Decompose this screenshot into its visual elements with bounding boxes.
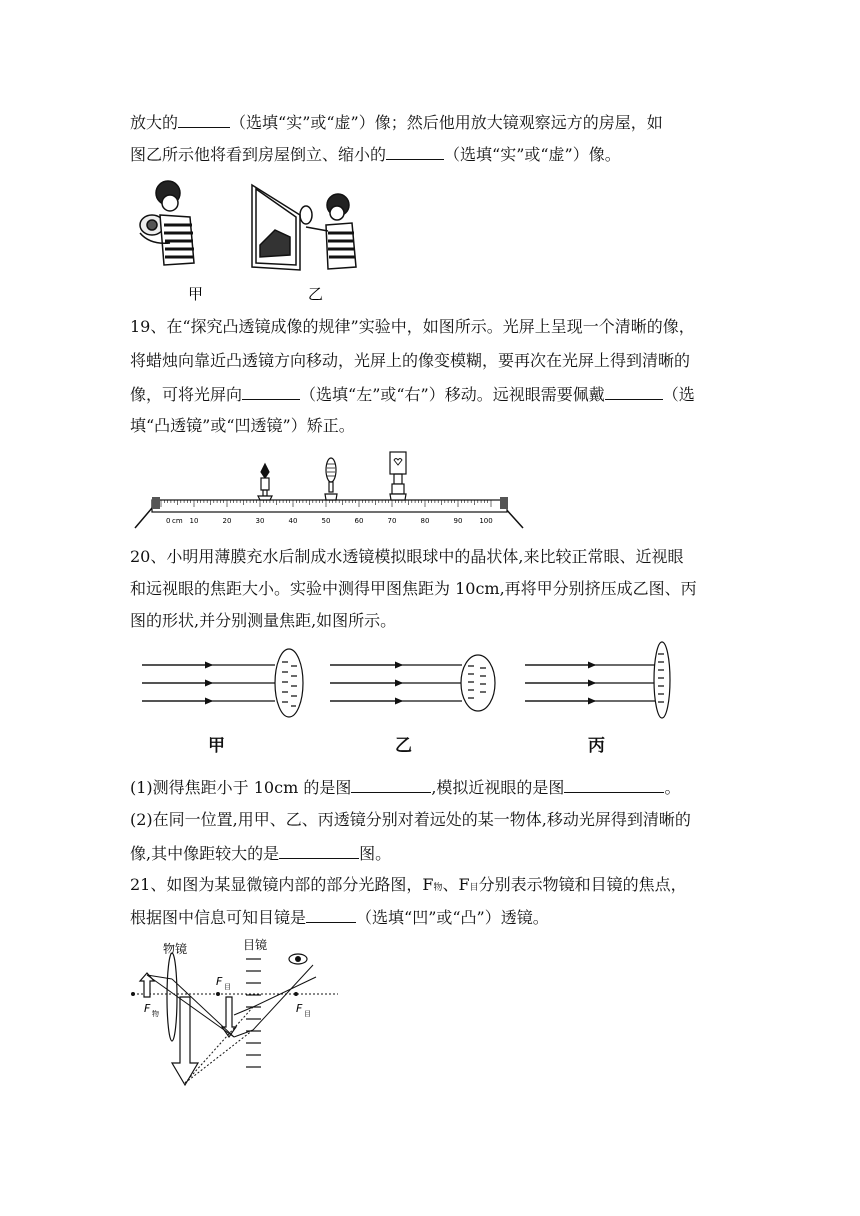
tick-label: 60 [354,517,364,525]
q18-text: 放大的 [130,113,179,132]
convex-lens-icon [325,458,337,500]
q20-line1: 20、小明用薄膜充水后制成水透镜模拟眼球中的晶状体,来比较正常眼、近视眼 [130,547,684,566]
boy-at-window-illustration [252,185,356,270]
caption-yi: 乙 [395,736,412,756]
q21-text: （选填“凹”或“凸”）透镜。 [356,908,549,927]
q20-sub1 [130,776,680,799]
q21-line1 [130,874,687,899]
f-subscript: 目 [304,1010,311,1018]
boy-with-magnifier-illustration [140,181,194,265]
tick-label: 10 [189,517,199,525]
objective-lens [167,953,177,1041]
f-label: F [144,1002,151,1015]
f-label: F [216,975,223,988]
q18-line1 [130,111,663,134]
q21-text: 分别表示物镜和目镜的焦点， [478,875,687,894]
tick-label: 40 [288,517,298,525]
focus-point-eyepiece-right [294,992,298,996]
q20-line2: 和远视眼的焦距大小。实验中测得甲图焦距为 10cm,再将甲分别挤压成乙图、丙 [130,579,697,598]
focus-point-eyepiece-left [216,992,220,996]
q19-line3 [130,383,695,406]
lens-jia [142,649,303,717]
bench-end-left [152,497,160,509]
q18-text: （选填“实”或“虚”）像；然后他用放大镜观察远方的房屋，如 [230,113,663,132]
eyepiece-lens [246,959,261,1067]
f-label: F [296,1002,303,1015]
q21-line2 [130,906,549,929]
q19-line1: 19、在“探究凸透镜成像的规律”实验中，如图所示。光屏上呈现一个清晰的像， [130,317,695,336]
f-subscript: 物 [152,1010,159,1018]
tick-label: 50 [321,517,331,525]
q21-text: 21、如图为某显微镜内部的部分光路图，F [130,875,434,894]
answer-blank[interactable] [386,143,444,160]
eye-icon [289,954,307,964]
answer-blank[interactable] [564,776,664,793]
bench-end-right [500,497,508,509]
q21-text: 、F [442,875,470,894]
answer-blank[interactable] [306,906,356,923]
q18-text: （选填“实”或“虚”）像。 [444,145,621,164]
q18-figure [130,175,370,305]
ruler-unit-label: cm [172,517,183,525]
q19-line2: 将蜡烛向靠近凸透镜方向移动，光屏上的像变模糊，要再次在光屏上得到清晰的 [130,351,691,370]
microscope-light-path-figure [128,935,343,1090]
q20-text: 。 [664,778,681,797]
q18-text: 图乙所示他将看到房屋倒立、缩小的 [130,145,387,164]
q20-text: ,模拟近视眼的是图 [431,778,565,797]
focus-point-objective [131,992,135,996]
answer-blank[interactable] [178,111,230,128]
lens-yi [330,655,495,711]
tick-label: 80 [420,517,430,525]
q19-line4: 填“凸透镜”或“凹透镜”）矫正。 [130,416,355,435]
final-image-arrow [172,997,198,1085]
optical-bench-figure [130,450,530,532]
objective-label: 物镜 [163,942,188,956]
q19-text: （选 [662,385,695,404]
water-lens-figure [140,640,680,730]
q20-sub2-line2 [130,842,391,865]
tick-label: 100 [479,517,493,525]
subscript: 目 [469,883,479,893]
object-arrow [140,973,154,997]
tick-label: 20 [222,517,232,525]
f-subscript: 目 [224,983,231,991]
answer-blank[interactable] [242,383,300,400]
intermediate-image-arrow [222,997,236,1037]
answer-blank[interactable] [351,776,431,793]
q20-text: 像,其中像距较大的是 [130,844,280,863]
caption-bing: 丙 [588,736,605,756]
q20-sub2-line1: (2)在同一位置,用甲、乙、丙透镜分别对着远处的某一物体,移动光屏得到清晰的 [130,810,691,829]
q18-line2 [130,143,621,166]
q21-text: 根据图中信息可知目镜是 [130,908,307,927]
fig-yi-label: 乙 [308,285,324,303]
lens-bing [525,642,670,718]
fig-jia-label: 甲 [188,285,204,303]
answer-blank[interactable] [279,842,359,859]
eyepiece-label: 目镜 [243,938,268,952]
caption-jia: 甲 [208,736,225,756]
q20-line3: 图的形状,并分别测量焦距,如图所示。 [130,611,397,630]
tick-label: 30 [255,517,265,525]
subscript: 物 [433,883,443,893]
q19-text: 像，可将光屏向 [130,385,243,404]
tick-label: 70 [387,517,397,525]
answer-blank[interactable] [605,383,663,400]
q20-text: (1)测得焦距小于 10cm 的是图 [130,778,352,797]
candle-icon [258,464,272,500]
light-screen-icon [390,452,406,500]
ruler-zero-label: 0 [166,517,171,525]
q20-text: 图。 [359,844,392,863]
q19-text: （选填“左”或“右”）移动。远视眼需要佩戴 [300,385,605,404]
tick-label: 90 [453,517,463,525]
